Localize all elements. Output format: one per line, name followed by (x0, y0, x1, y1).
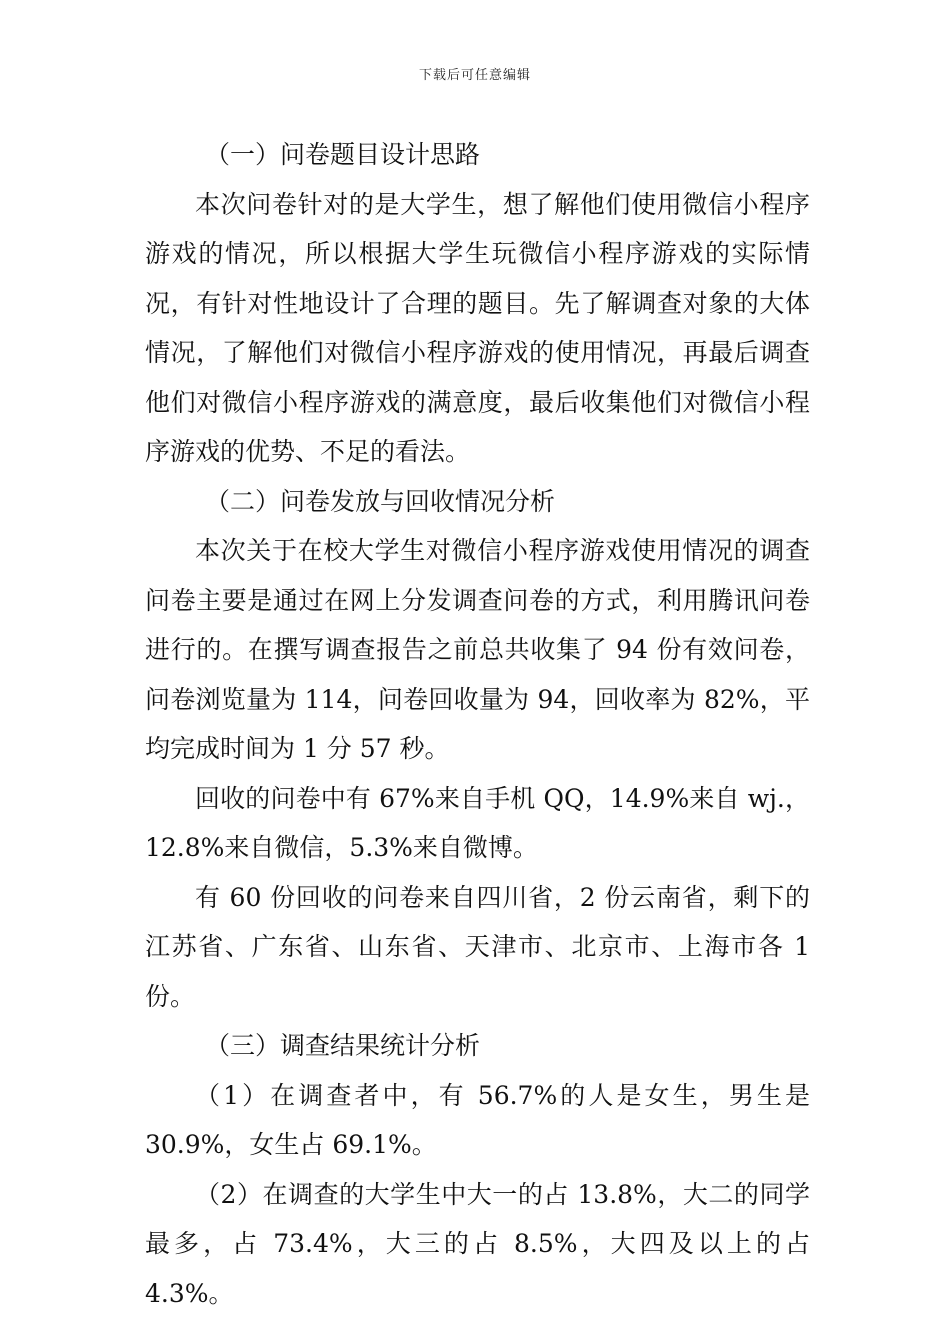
document-body (145, 130, 810, 1318)
paragraph-design-rationale: 本次问卷针对的是大学生，想了解他们使用微信小程序游戏的情况，所以根据大学生玩微信小程序游戏的实际情况，有针对性地设计了合理的题目。先了解调查对象的大体情况，了解他们对微信小程序游戏的使用情况，再最后调查他们对微信小程序游戏的满意度，最后收集他们对微信小程序游戏的优势、不足的看法。 (145, 189, 810, 466)
paragraph-result-grade: （2）在调查的大学生中大一的占 13.8%，大二的同学最多，占 73.4%，大三的占 8.5%，大四及以上的占 4.3%。 (145, 1179, 810, 1308)
section-heading-distribution: （二）问卷发放与回收情况分析 (205, 486, 556, 516)
section-heading-design: （一）问卷题目设计思路 (205, 140, 481, 169)
section-heading-results: （三）调查结果统计分析 (205, 1031, 481, 1060)
paragraph-response-regions: 有 60 份回收的问卷来自四川省，2 份云南省，剩下的江苏省、广东省、山东省、天津市、北京市、上海市各 1 份。 (145, 882, 810, 1011)
paragraph-result-gender: （1）在调查者中，有 56.7%的人是女生，男生是 30.9%，女生占 69.1%。 (145, 1080, 810, 1159)
paragraph-distribution-method: 本次关于在校大学生对微信小程序游戏使用情况的调查问卷主要是通过在网上分发调查问卷的方式，利用腾讯问卷进行的。在撰写调查报告之前总共收集了 94 份有效问卷，问卷浏览量为 114，问卷回收量为 94，回收率为 82%，平均完成时间为 1 分 57 秒。 (145, 536, 810, 763)
paragraph-response-sources: 回收的问卷中有 67%来自手机 QQ，14.9%来自 wj.，12.8%来自微信，5.3%来自微博。 (145, 783, 810, 862)
page-header-note: 下载后可任意编辑 (418, 68, 531, 83)
